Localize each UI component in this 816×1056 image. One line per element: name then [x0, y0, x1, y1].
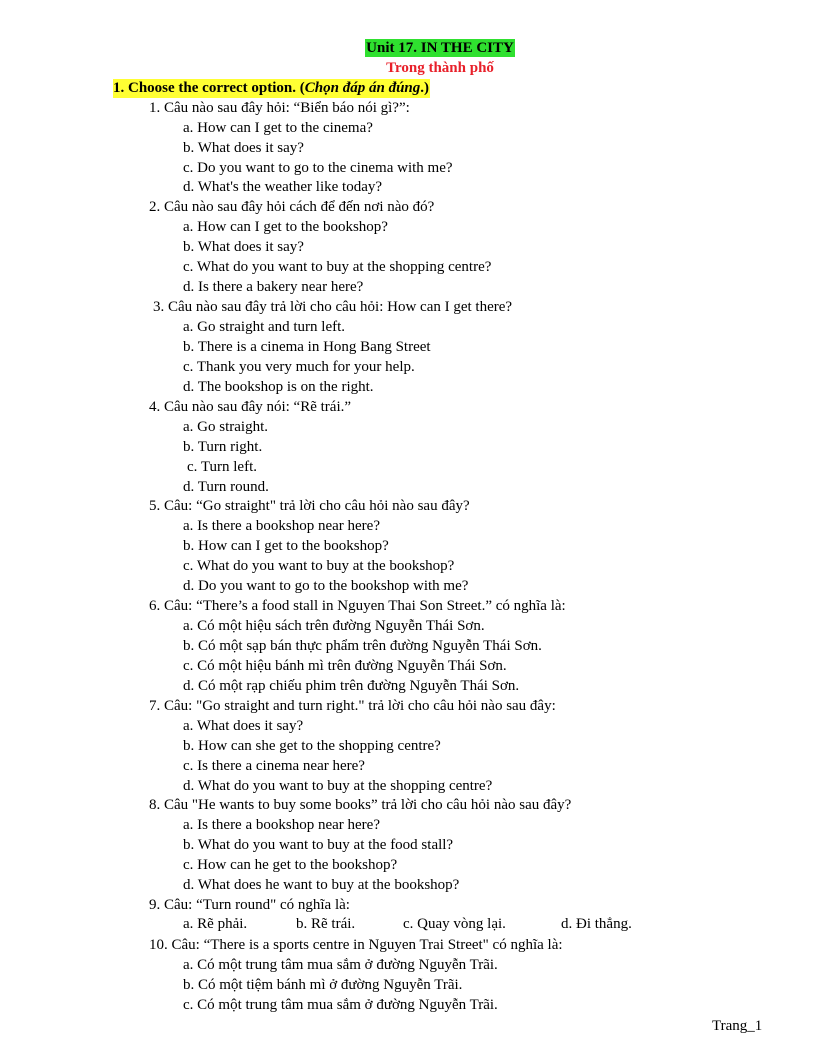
q2-option-c: c. What do you want to buy at the shopping centre?	[183, 259, 492, 275]
q10-option-a: a. Có một trung tâm mua sắm ở đường Nguyễn Trãi.	[183, 957, 498, 973]
q2-option-a: a. How can I get to the bookshop?	[183, 219, 388, 235]
q3-option-a: a. Go straight and turn left.	[183, 319, 346, 335]
section-heading	[113, 79, 430, 98]
q8-option-a: a. Is there a bookshop near here?	[183, 817, 380, 833]
q6-option-b: b. Có một sạp bán thực phẩm trên đường Nguyễn Thái Sơn.	[183, 638, 542, 654]
question-10: 10. Câu: “There is a sports centre in Nguyen Trai Street" có nghĩa là:	[149, 937, 563, 953]
q5-option-d: d. Do you want to go to the bookshop with me?	[183, 578, 469, 594]
question-9: 9. Câu: “Turn round" có nghĩa là:	[149, 897, 350, 913]
q2-option-b: b. What does it say?	[183, 239, 304, 255]
q1-option-c: c. Do you want to go to the cinema with me?	[183, 160, 453, 176]
q6-option-d: d. Có một rạp chiếu phim trên đường Nguyễn Thái Sơn.	[183, 678, 520, 694]
q9-option-b: b. Rẽ trái.	[296, 916, 356, 932]
question-2: 2. Câu nào sau đây hỏi cách để đến nơi nào đó?	[149, 199, 435, 215]
question-3: 3. Câu nào sau đây trả lời cho câu hỏi: How can I get there?	[153, 299, 513, 315]
q4-option-a: a. Go straight.	[183, 419, 268, 435]
page-number: Trang_1	[712, 1018, 763, 1034]
q5-option-a: a. Is there a bookshop near here?	[183, 518, 380, 534]
q9-option-c: c. Quay vòng lại.	[403, 916, 506, 932]
q4-option-b: b. Turn right.	[183, 439, 263, 455]
q10-option-b: b. Có một tiệm bánh mì ở đường Nguyễn Trãi.	[183, 977, 463, 993]
q1-option-d: d. What's the weather like today?	[183, 179, 383, 195]
subtitle-container	[0, 59, 816, 77]
q7-option-b: b. How can she get to the shopping centre?	[183, 738, 441, 754]
question-6: 6. Câu: “There’s a food stall in Nguyen Thai Son Street.” có nghĩa là:	[149, 598, 566, 614]
q8-option-d: d. What does he want to buy at the bookshop?	[183, 877, 460, 893]
q7-option-a: a. What does it say?	[183, 718, 304, 734]
q10-option-c: c. Có một trung tâm mua sắm ở đường Nguyễn Trãi.	[183, 997, 498, 1013]
q9-option-d: d. Đi thẳng.	[561, 916, 632, 932]
question-1: 1. Câu nào sau đây hỏi: “Biển báo nói gì?”:	[149, 100, 410, 116]
q4-option-d: d. Turn round.	[183, 479, 269, 495]
q6-option-c: c. Có một hiệu bánh mì trên đường Nguyễn Thái Sơn.	[183, 658, 507, 674]
q7-option-d: d. What do you want to buy at the shopping centre?	[183, 778, 493, 794]
question-8: 8. Câu "He wants to buy some books” trả lời cho câu hỏi nào sau đây?	[149, 797, 572, 813]
q3-option-b: b. There is a cinema in Hong Bang Street	[183, 339, 431, 355]
q4-option-c: c. Turn left.	[187, 459, 258, 475]
q9-option-a: a. Rẽ phải.	[183, 916, 248, 932]
q5-option-b: b. How can I get to the bookshop?	[183, 538, 389, 554]
section-heading-end: .)	[420, 80, 429, 96]
unit-subtitle: Trong thành phố	[386, 60, 494, 76]
q7-option-c: c. Is there a cinema near here?	[183, 758, 365, 774]
q2-option-d: d. Is there a bakery near here?	[183, 279, 364, 295]
q1-option-a: a. How can I get to the cinema?	[183, 120, 373, 136]
q6-option-a: a. Có một hiệu sách trên đường Nguyễn Thái Sơn.	[183, 618, 485, 634]
q8-option-b: b. What do you want to buy at the food stall?	[183, 837, 454, 853]
section-heading-italic: Chọn đáp án đúng	[304, 80, 421, 96]
question-7: 7. Câu: "Go straight and turn right." trả lời cho câu hỏi nào sau đây:	[149, 698, 556, 714]
question-4: 4. Câu nào sau đây nói: “Rẽ trái.”	[149, 399, 352, 415]
section-heading-main: 1. Choose the correct option. (	[113, 80, 305, 96]
unit-title: Unit 17. IN THE CITY	[366, 40, 514, 56]
q5-option-c: c. What do you want to buy at the bookshop?	[183, 558, 455, 574]
question-5: 5. Câu: “Go straight" trả lời cho câu hỏi nào sau đây?	[149, 498, 470, 514]
q3-option-c: c. Thank you very much for your help.	[183, 359, 415, 375]
q3-option-d: d. The bookshop is on the right.	[183, 379, 374, 395]
q8-option-c: c. How can he get to the bookshop?	[183, 857, 398, 873]
q1-option-b: b. What does it say?	[183, 140, 304, 156]
title-container	[0, 39, 816, 57]
